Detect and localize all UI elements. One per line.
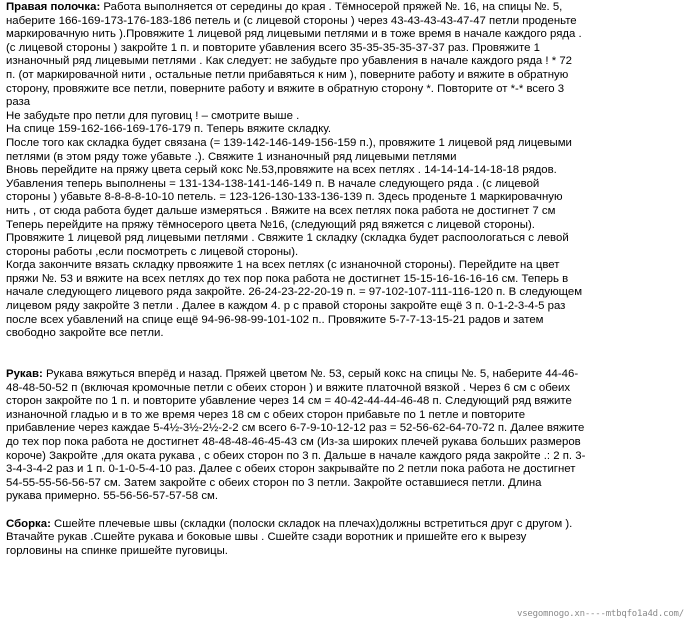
section-heading-sleeve: Рукав:: [6, 368, 43, 381]
section-line: Вновь перейдите на пряжу цвета серый кокс №.53,провяжите на всех петлях . 14-14-14-14-18-18 рядов.: [6, 164, 557, 177]
section-line: лицевом ряду закройте 3 петли . Далее в каждом 4. р с правой стороны закройте ещё 3 п. 0-1-2-3-4-5 раз: [6, 300, 566, 313]
section-heading-assembly: Сборка:: [6, 517, 51, 530]
section-spacer: [6, 354, 688, 368]
section-line: нить , от сюда работа будет дальше измеряться . Вяжите на всех петлях пока работа не достигнет 7 см: [6, 204, 556, 217]
section-line: раза: [6, 96, 31, 109]
section-line: прибавление через каждае 5-4½-3½-2½-2-2 см всего 6-7-9-10-12-12 раз = 52-56-62-64-70-72 п. Далее вяжите: [6, 422, 585, 435]
section-line: Не забудьте про петли для пуговиц ! – смотрите выше .: [6, 109, 300, 122]
section-line: Правая полочка: Работа выполняется от середины до края . Тёмносерой пряжей №. 16, на спицы №. 5,: [6, 1, 563, 13]
section-line: изнаночный ряд лицевыми петлями . Как следует: не забудьте про убавления в начале каждого ряда ! * 72: [6, 55, 572, 68]
section-line: до тех пор пока работа не достигнет 48-48-48-46-45-43 см (Из-за широких плечей рукава больших размеров: [6, 436, 581, 448]
section-line: После того как складка будет связана (= 139-142-146-149-156-159 п.), провяжите 1 лицевой ряд лицевыми: [6, 136, 572, 149]
section-line: 3-4-3-4-2 раз и 1 п. 0-1-0-5-4-10 раз. Далее с обеих сторон закрывайте по 2 петли пока работа не достигнет: [6, 463, 576, 476]
section-line: стороны работы ,если посмотреть с лицевой стороны).: [6, 245, 299, 258]
pattern-document: [6, 1, 688, 558]
section-line: Провяжите 1 лицевой ряд лицевыми петлями . Свяжите 1 складку (складка будет распоологаться с левой: [6, 232, 569, 245]
section-line: сторону, провяжите все петли, поверните работу и вяжите в обратную сторону *. Повторите от *-* всего 3: [6, 82, 565, 95]
section-line: свободно закройте все петли.: [6, 327, 164, 340]
section-line: короче) Закройте ,для оката рукава , с обеих сторон по 3 п. Дальше в начале каждого ряда закройте .: 2 п. 3-: [6, 449, 586, 462]
watermark-url: vsegomnogo.xn----mtbqfo1a4d.com/: [517, 609, 684, 620]
section-line: пряжи №. 53 и вяжите на всех петлях до тех пор пока работа не достигнет 15-15-16-16-16-16 см. Теперь в: [6, 272, 569, 285]
section-spacer: [6, 504, 688, 518]
section-line: сторон закройте по 1 п. и повторите убавление через 14 см = 40-42-44-44-46-48 п. Следующий ряд вяжите: [6, 395, 572, 408]
section-line: 54-55-55-56-56-57 см. Затем закройте с обеих сторон по 3 петли. Закройте оставшиеся петли. Длина: [6, 476, 542, 489]
section-line: Когда закончите вязать складку првояжите 1 на всех петлях (с изнаночной стороны). Перейдите на цвет: [6, 259, 560, 272]
section-line: начале следующего лицевого ряда закройте. 26-24-23-22-20-19 п. = 97-102-107-111-116-120 п. В следующем: [6, 286, 583, 299]
section-heading-right-front: Правая полочка:: [6, 1, 101, 13]
section-line: маркировачную нить ).Провяжите 1 лицевой ряд лицевыми петлями и в тоже время в начале каждого ряда .: [6, 28, 582, 41]
section-line: петлями (в этом ряду тоже убавьте .). Свяжите 1 изнаночный ряд лицевыми петлями: [6, 150, 457, 163]
section-line: Убавления теперь выполнены = 131-134-138-141-146-149 п. В начале следующего ряда . (с лицевой: [6, 177, 540, 190]
section-line: Рукав: Рукава вяжуться вперёд и назад. Пряжей цветом №. 53, серый кокс на спицы №. 5, наберите 44-46-: [6, 368, 579, 381]
section-line: горловины на спинке пришейте пуговицы.: [6, 544, 228, 557]
section-line: (с лицевой стороны ) закройте 1 п. и повторите убавления всего 35-35-35-35-37-37 раз. Провяжите 1: [6, 41, 540, 54]
section-line: изнаночной гладью и в то же время через 18 см с обеих сторон прибавьте по 1 петле и повторите: [6, 408, 526, 421]
section-line: наберите 166-169-173-176-183-186 петель и (с лицевой стороны ) через 43-43-43-43-47-47 петли проденьте: [6, 14, 577, 27]
section-line: рукава примерно. 55-56-56-57-57-58 см.: [6, 490, 219, 503]
section-line: Сборка: Сшейте плечевые швы (складки (полоски складок на плечах)должны встретиться друг с другом ).: [6, 517, 573, 530]
section-line: Втачайте рукав .Сшейте рукава и боковые швы . Сшейте сзади воротник и пришейте его к вырезу: [6, 531, 527, 544]
section-line: 48-48-50-52 п (включая кромочные петли с обеих сторон ) и вяжите платочной вязкой . Через 6 см с обеих: [6, 381, 571, 394]
section-line: На спице 159-162-166-169-176-179 п. Теперь вяжите складку.: [6, 123, 332, 136]
section-line: п. (от маркировачной нити , остальные петли прибавяться к ним ), поверните работу и вяжите в обратную: [6, 68, 569, 81]
section-line: после всех убавлений на спице ещё 94-96-98-99-101-102 п.. Провяжите 5-7-7-13-15-21 радов и затем: [6, 313, 544, 326]
section-line: стороны ) убавьте 8-8-8-8-10-10 петель. = 123-126-130-133-136-139 п. Здесь проденьте 1 маркировачную: [6, 191, 563, 204]
section-spacer: [6, 341, 688, 355]
section-line: Теперь перейдите на пряжу тёмносерого цвета №16, (следующий ряд вяжется с лицевой стороны).: [6, 218, 535, 231]
